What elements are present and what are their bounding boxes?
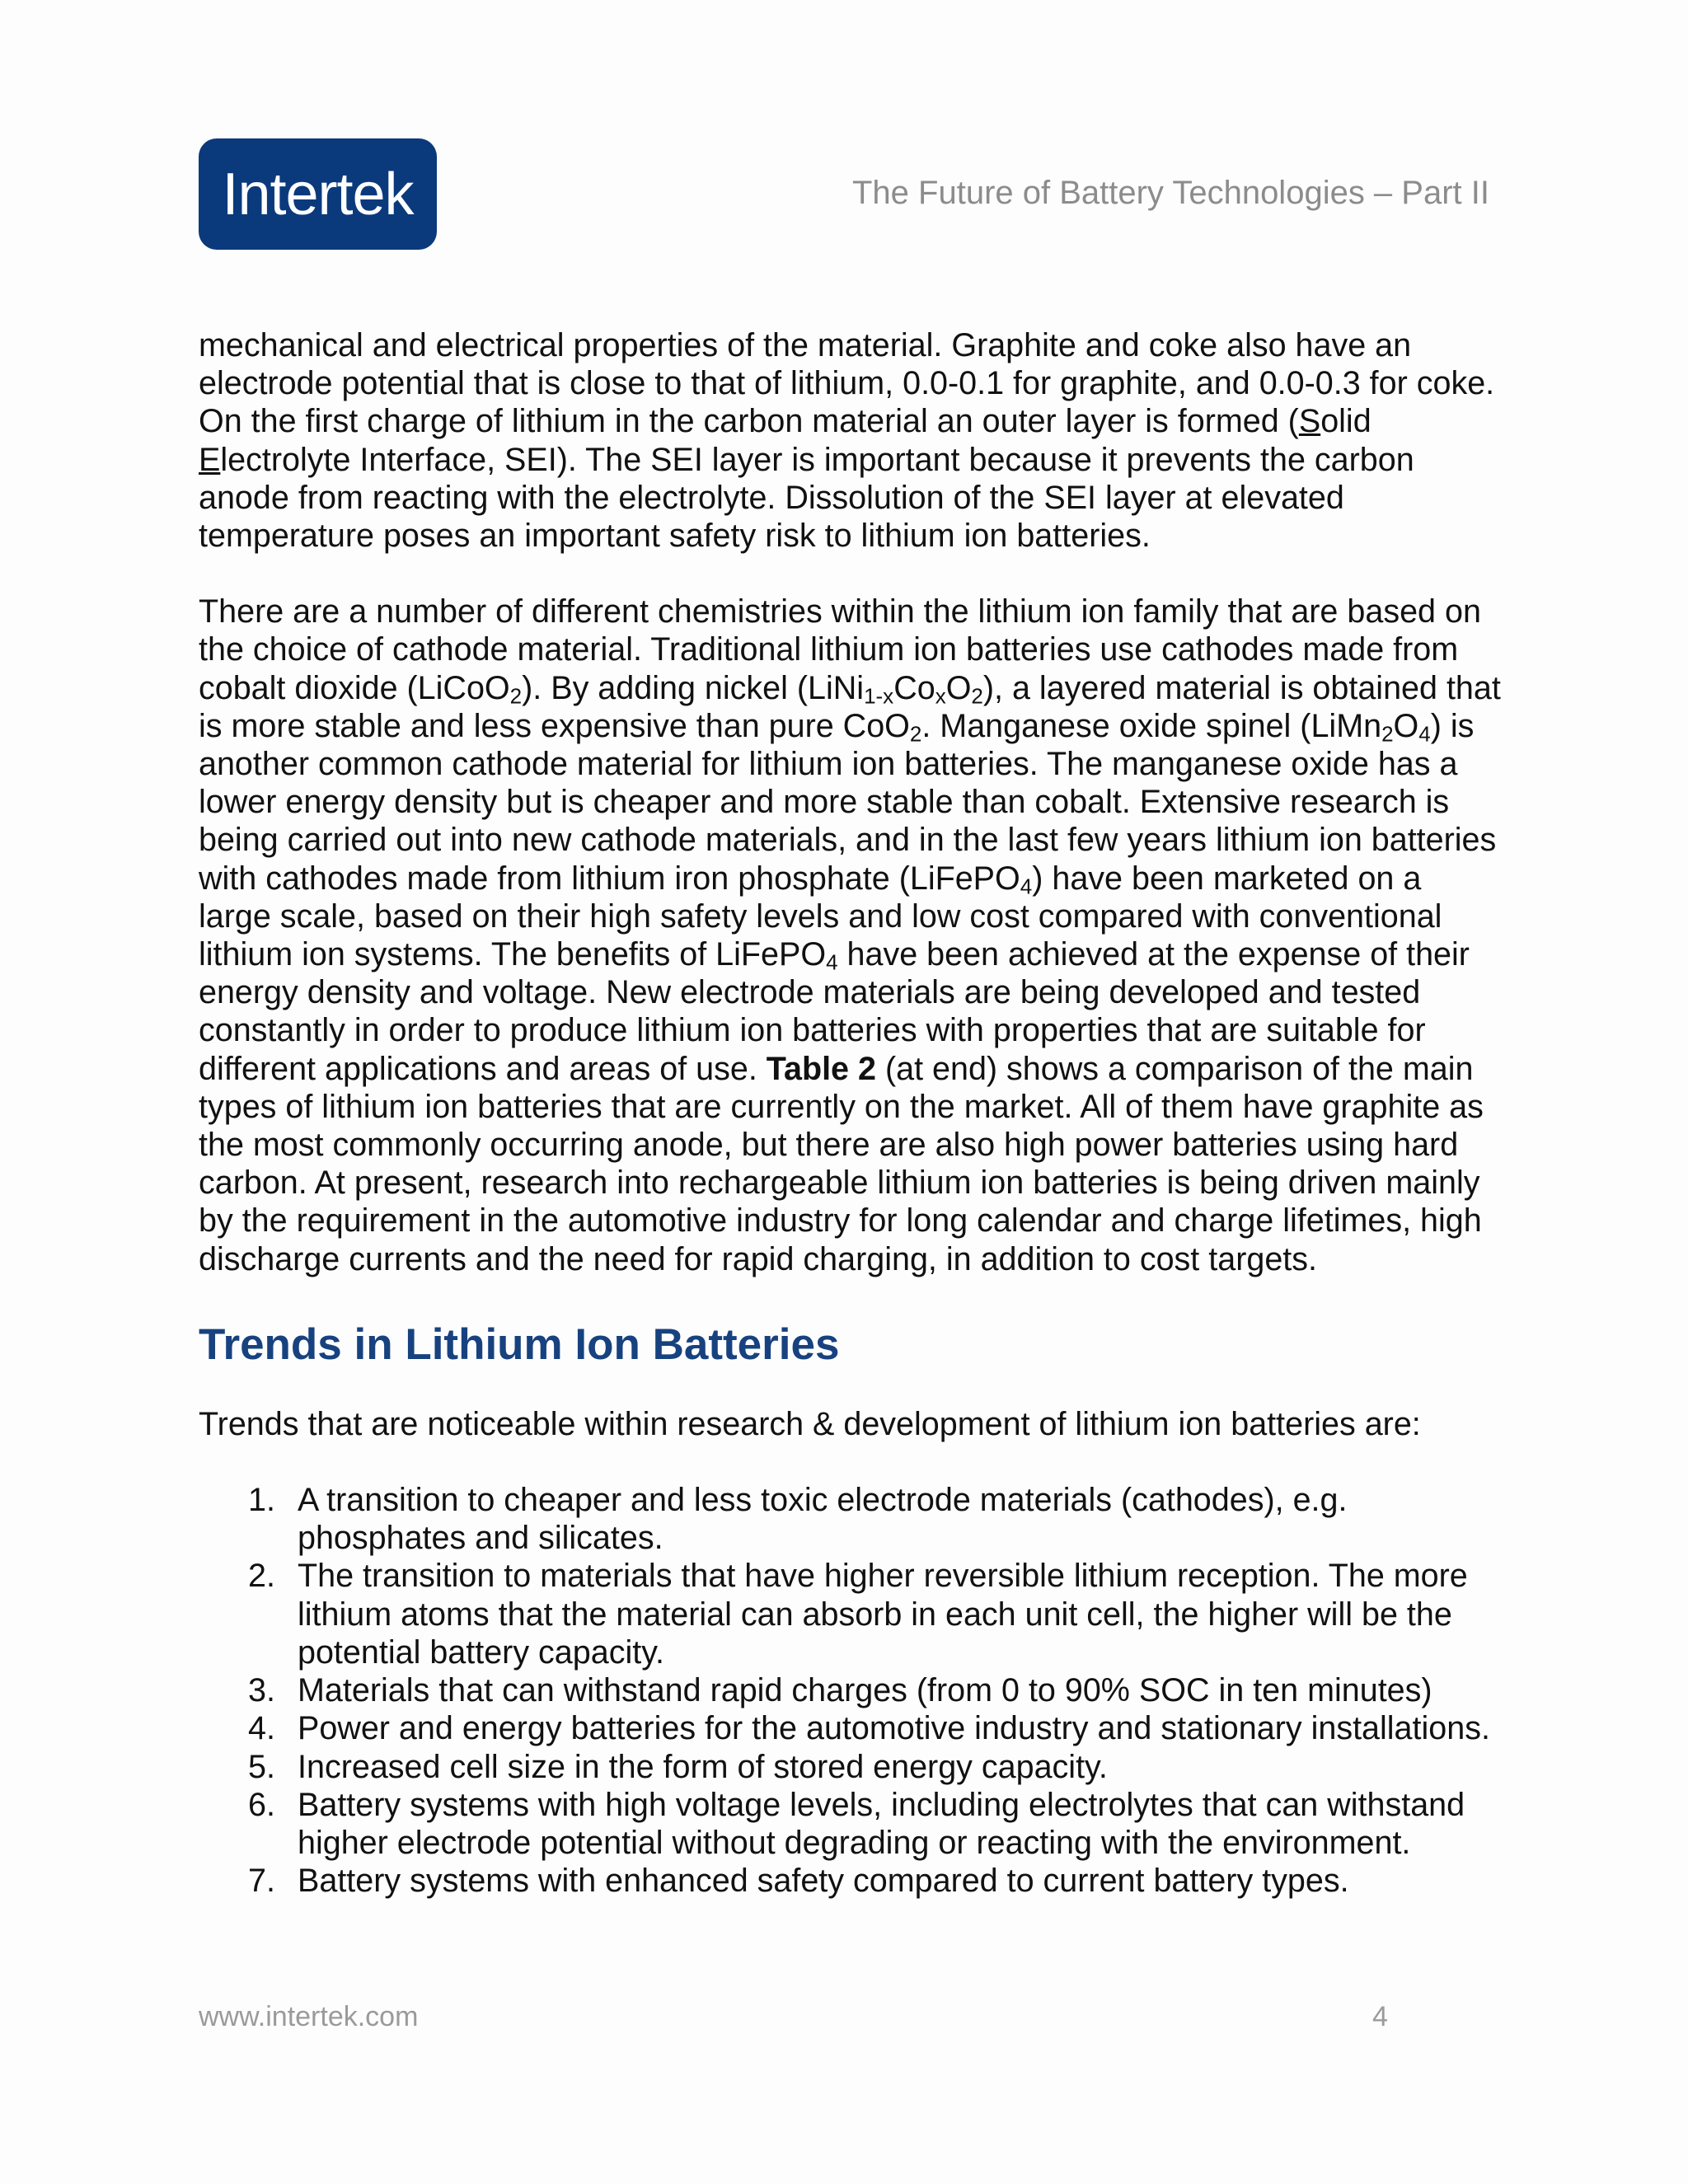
list-item-text: Increased cell size in the form of stored energy capacity. xyxy=(298,1748,1108,1785)
page-number: 4 xyxy=(1372,2001,1388,2032)
list-item xyxy=(199,1481,1501,1557)
list-item-number: 5. xyxy=(248,1748,275,1785)
paragraph-sei: mechanical and electrical properties of the material. Graphite and coke also have an electrode potential that is close to that of lithium, 0.0-0.1 for graphite, and 0.0-0.3 for coke. On the first charge of lithium in the carbon material an outer layer is formed (Solid Electrolyte Interface, SEI). The SEI layer is important because it prevents the carbon anode from reacting with the electrolyte. Dissolution of the SEI layer at elevated temperature poses an important safety risk to lithium ion batteries. xyxy=(199,327,1495,555)
trends-list xyxy=(199,1481,1501,1900)
list-item-number: 3. xyxy=(248,1672,275,1709)
paragraph-cathode-chemistries: There are a number of different chemistries within the lithium ion family that are based on the choice of cathode material. Traditional lithium ion batteries use cathodes made from cobalt dioxide (LiCoO$_2$). By adding nickel $(LiNi_{1-x}Co_xO_2)$, a layered material is obtained that is more stable and less expensive than pure CoO$_2$. Manganese oxide spinel $(LiMn_2O_4)$ is another common cathode material for lithium ion batteries. The manganese oxide has a lower energy density but is cheaper and more stable than cobalt. Extensive research is being carried out into new cathode materials, and in the last few years lithium ion batteries with cathodes made from lithium iron phosphate (LiFePO$_4$) have been marketed on a large scale, based on their high safety levels and low cost compared with conventional lithium ion systems. The benefits of LiFePO$_4$ have been achieved at the expense of their energy density and voltage. New electrode materials are being developed and tested constantly in order to produce lithium ion batteries with properties that are suitable for different applications and areas of use. Table 2 (at end) shows a comparison of the main types of lithium ion batteries that are currently on the market. All of them have graphite as the most commonly occurring anode, but there are also high power batteries using hard carbon. At present, research into rechargeable lithium ion batteries is being driven mainly by the requirement in the automotive industry for long calendar and charge lifetimes, high discharge currents and the need for rapid charging, in addition to cost targets. xyxy=(199,593,1501,1277)
list-item-number: 1. xyxy=(248,1482,275,1519)
document-header-title: The Future of Battery Technologies – Part II xyxy=(851,175,1489,211)
list-item-text: A transition to cheaper and less toxic electrode materials (cathodes), e.g. phosphates and silicates. xyxy=(298,1482,1348,1557)
trends-intro: Trends that are noticeable within research & development of lithium ion batteries are: xyxy=(199,1405,1421,1442)
list-item-text: Battery systems with high voltage levels, including electrolytes that can withstand higher electrode potential without degrading or reacting with the environment. xyxy=(298,1786,1465,1861)
list-item-text: Materials that can withstand rapid charges (from 0 to 90% SOC in ten minutes) xyxy=(298,1672,1432,1709)
list-item-text: Power and energy batteries for the automotive industry and stationary installations. xyxy=(298,1710,1490,1747)
list-item xyxy=(199,1748,1501,1786)
list-item-number: 4. xyxy=(248,1710,275,1747)
list-item xyxy=(199,1671,1501,1709)
intertek-logo xyxy=(199,138,437,250)
list-item-text: Battery systems with enhanced safety compared to current battery types. xyxy=(298,1863,1349,1900)
list-item-number: 2. xyxy=(248,1558,275,1595)
footer-url: www.intertek.com xyxy=(199,2001,419,2032)
section-heading: Trends in Lithium Ion Batteries xyxy=(199,1319,840,1369)
list-item-text: The transition to materials that have higher reversible lithium reception. The more lithium atoms that the material can absorb in each unit cell, the higher will be the potential battery capacity. xyxy=(298,1558,1468,1671)
list-item-number: 6. xyxy=(248,1786,275,1823)
list-item xyxy=(199,1862,1501,1900)
page-content xyxy=(199,326,1501,1900)
list-item xyxy=(199,1709,1501,1747)
table-reference: Table 2 xyxy=(766,1050,876,1087)
list-item-number: 7. xyxy=(248,1863,275,1900)
logo-wordmark: Intertek xyxy=(222,161,414,227)
list-item xyxy=(199,1786,1501,1862)
list-item xyxy=(199,1557,1501,1671)
